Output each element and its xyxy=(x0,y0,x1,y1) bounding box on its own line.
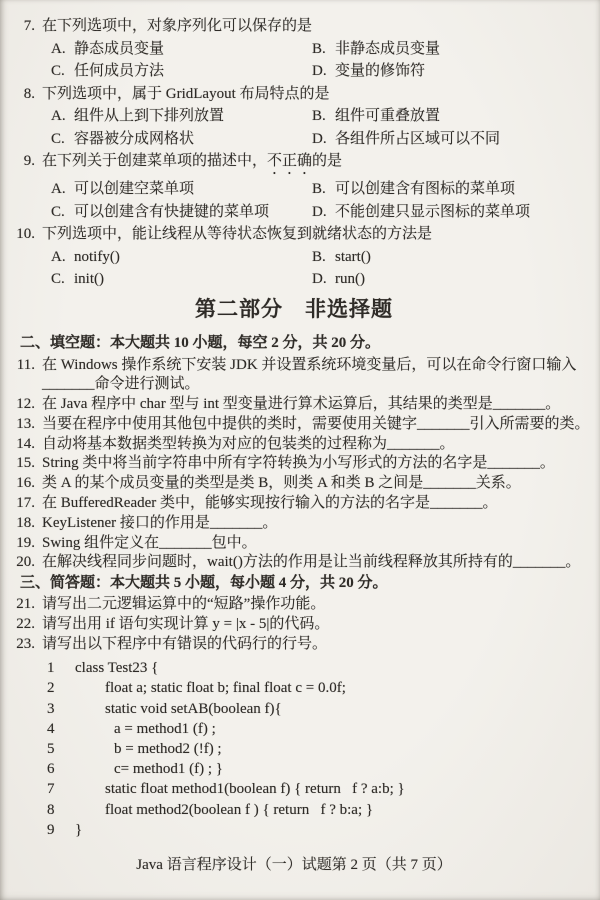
option-text: 各组件所占区域可以不同 xyxy=(335,130,501,147)
stem-prefix: 在下列关于创建菜单项的描述中， xyxy=(42,153,268,169)
option-label: B. xyxy=(312,181,326,197)
fill-item xyxy=(8,553,580,573)
code-line-number: 1 xyxy=(47,660,55,677)
option-text: 组件可重叠放置 xyxy=(335,108,441,124)
fill-item xyxy=(8,454,580,474)
code-text: float a; static float b; final float c = 0.0f; xyxy=(105,680,346,697)
fill-item xyxy=(8,494,580,514)
short-answer-text: 请写出以下程序中有错误的代码行的行号。 xyxy=(42,636,328,653)
option xyxy=(51,128,312,151)
stem-suffix: 的是 xyxy=(312,153,343,169)
option-text: 容器被分成网格状 xyxy=(74,130,195,147)
fill-item-number: 14. xyxy=(16,435,35,452)
option xyxy=(312,178,580,201)
fill-item-line: KeyListener 接口的作用是_______。 xyxy=(42,514,278,531)
options-grid xyxy=(51,105,580,150)
emphasis-text: 不正确 xyxy=(267,153,313,169)
question-stem xyxy=(42,150,580,178)
option-label: C. xyxy=(51,203,65,220)
fill-item-text xyxy=(42,454,580,474)
code-line xyxy=(47,739,580,759)
short-answer-number: 22. xyxy=(16,616,35,633)
option-text: 静态成员变量 xyxy=(74,40,165,57)
option xyxy=(312,201,580,224)
fill-item xyxy=(8,415,590,435)
question xyxy=(8,15,580,83)
option-text: 可以创建含有图标的菜单项 xyxy=(335,181,516,197)
option-label: D. xyxy=(312,63,327,79)
option-label: B. xyxy=(312,108,326,124)
option-label: C. xyxy=(51,271,65,287)
option xyxy=(51,246,312,269)
option xyxy=(312,268,580,291)
question-stem-line xyxy=(8,15,580,38)
code-line xyxy=(47,820,580,840)
option xyxy=(312,60,580,83)
mcq-section xyxy=(8,15,580,291)
question-stem-line xyxy=(8,150,580,178)
fill-item-number: 19. xyxy=(16,534,35,551)
options-grid xyxy=(51,178,580,223)
option-text: init() xyxy=(74,271,104,287)
question xyxy=(8,150,580,223)
option-text: 非静态成员变量 xyxy=(335,40,441,57)
fill-item-number: 15. xyxy=(16,455,35,472)
fill-item-text xyxy=(42,356,580,396)
code-line xyxy=(47,779,580,799)
code-line-number: 8 xyxy=(47,801,55,818)
option-label: C. xyxy=(51,130,65,147)
option-label: A. xyxy=(51,108,66,124)
fill-item-line: 在解决线程同步问题时，wait()方法的作用是让当前线程释放其所持有的_______。 xyxy=(42,554,581,571)
short-answer-text: 请写出用 if 语句实现计算 y = |x - 5|的代码。 xyxy=(42,616,330,633)
short-answer-item xyxy=(8,594,580,614)
option-label: B. xyxy=(312,40,326,57)
option-text: 可以创建空菜单项 xyxy=(74,181,195,197)
fill-item-text xyxy=(42,435,580,455)
option-label: D. xyxy=(312,203,327,220)
code-text: a = method1 (f) ; xyxy=(114,720,216,737)
fill-item-text xyxy=(42,494,580,514)
fill-section xyxy=(8,333,590,574)
code-line xyxy=(47,699,580,719)
option xyxy=(51,105,312,128)
fill-item-number: 13. xyxy=(16,415,35,432)
fill-item-line: 自动将基本数据类型转换为对应的包装类的过程称为_______。 xyxy=(42,435,455,452)
option xyxy=(51,60,312,83)
question xyxy=(8,223,580,291)
option xyxy=(312,38,580,61)
short-answer-number: 21. xyxy=(16,596,35,613)
fill-item-line: String 类中将当前字符串中所有字符转换为小写形式的方法的名字是_______。 xyxy=(42,455,555,472)
fill-intro: 二、填空题：本大题共 10 小题，每空 2 分，共 20 分。 xyxy=(20,334,381,351)
question-stem-line xyxy=(8,83,580,106)
fill-item xyxy=(8,395,580,415)
option-text: notify() xyxy=(74,248,120,265)
option xyxy=(51,201,312,224)
option-label: A. xyxy=(51,181,66,197)
fill-item-line: 当要在程序中使用其他包中提供的类时，需要使用关键字_______引入所需要的类。 xyxy=(42,415,590,432)
question-number: 10. xyxy=(16,226,35,242)
code-text: static void setAB(boolean f){ xyxy=(105,700,282,717)
short-answer-item xyxy=(8,634,580,654)
option-text: 不能创建只显示图标的菜单项 xyxy=(335,203,531,220)
code-text: static float method1(boolean f) { return f ? a:b; } xyxy=(105,781,405,798)
option-label: C. xyxy=(51,63,65,79)
fill-item-text xyxy=(42,553,580,573)
option xyxy=(312,128,580,151)
option xyxy=(312,105,580,128)
short-answer-items xyxy=(8,594,580,654)
option xyxy=(312,246,580,269)
fill-item-number: 18. xyxy=(16,514,35,531)
code-line-number: 2 xyxy=(47,680,55,697)
fill-item-line: Swing 组件定义在_______包中。 xyxy=(42,534,257,551)
short-answer-item xyxy=(8,614,580,634)
code-line-number: 3 xyxy=(47,700,55,717)
fill-item-number: 16. xyxy=(16,475,35,492)
option-label: B. xyxy=(312,248,326,265)
option xyxy=(51,268,312,291)
code-line-number: 5 xyxy=(47,741,55,758)
code-line-number: 9 xyxy=(47,821,55,838)
fill-item-number: 11. xyxy=(16,356,35,373)
fill-item-number: 20. xyxy=(16,554,35,571)
question-stem: 下列选项中，能让线程从等待状态恢复到就绪状态的方法是 xyxy=(42,226,433,242)
fill-item-text xyxy=(42,395,580,415)
code-line xyxy=(47,658,580,678)
option-label: D. xyxy=(312,130,327,147)
code-line xyxy=(47,719,580,739)
fill-item-line: 在 BufferedReader 类中，能够实现按行输入的方法的名字是_______。 xyxy=(42,495,498,512)
question-number: 9. xyxy=(23,153,35,169)
code-text: } xyxy=(75,821,83,838)
fill-item-text xyxy=(42,514,580,534)
question xyxy=(8,83,580,151)
question-stem: 在下列选项中，对象序列化可以保存的是 xyxy=(42,18,313,34)
option-label: D. xyxy=(312,271,327,287)
part2-header: 第二部分 非选择题 xyxy=(195,296,393,321)
option-label: A. xyxy=(51,40,66,57)
option-label: A. xyxy=(51,248,66,265)
options-grid xyxy=(51,246,580,291)
fill-item-text xyxy=(42,474,580,494)
code-line xyxy=(47,800,580,820)
code-line-number: 6 xyxy=(47,761,55,778)
question-number: 7. xyxy=(23,18,35,34)
page-footer: Java 语言程序设计（一）试题第 2 页（共 7 页） xyxy=(136,857,452,874)
question-stem: 下列选项中，属于 GridLayout 布局特点的是 xyxy=(42,85,330,102)
fill-items xyxy=(8,356,590,574)
code-text: c= method1 (f) ; } xyxy=(114,761,223,778)
fill-item xyxy=(8,356,580,396)
code-text: float method2(boolean f ) { return f ? b:a; } xyxy=(105,801,374,818)
fill-item-line: 类 A 的某个成员变量的类型是类 B，则类 A 和类 B 之间是_______关系。 xyxy=(42,475,521,492)
short-intro: 三、简答题：本大题共 5 小题，每小题 4 分，共 20 分。 xyxy=(20,575,388,592)
code-line xyxy=(47,759,580,779)
fill-item-text xyxy=(42,534,580,554)
question-number: 8. xyxy=(23,85,35,102)
options-grid xyxy=(51,38,580,83)
option-text: 变量的修饰符 xyxy=(335,63,426,79)
code-line-number: 7 xyxy=(47,781,55,798)
short-answer-text: 请写出二元逻辑运算中的“短路”操作功能。 xyxy=(42,596,326,613)
fill-item-line: 在 Windows 操作系统下安装 JDK 并设置系统环境变量后，可以在命令行窗口输入 xyxy=(42,356,577,373)
fill-item xyxy=(8,514,580,534)
fill-item xyxy=(8,474,580,494)
short-answer-section xyxy=(8,573,580,840)
code-line xyxy=(47,678,580,698)
fill-item xyxy=(8,435,580,455)
fill-item-number: 12. xyxy=(16,396,35,413)
fill-item-number: 17. xyxy=(16,495,35,512)
option-text: 任何成员方法 xyxy=(74,63,165,79)
code-text: class Test23 { xyxy=(75,660,159,677)
fill-item-line: 在 Java 程序中 char 型与 int 型变量进行算术运算后，其结果的类型是_______。 xyxy=(42,396,561,413)
fill-item xyxy=(8,534,580,554)
option-text: 组件从上到下排列放置 xyxy=(74,108,225,124)
option-text: start() xyxy=(335,248,371,265)
question-stem-line xyxy=(8,223,580,246)
fill-item-text xyxy=(42,415,590,435)
option xyxy=(51,178,312,201)
code-line-number: 4 xyxy=(47,720,55,737)
fill-item-line: _______命令进行测试。 xyxy=(42,376,200,393)
option-text: 可以创建含有快捷键的菜单项 xyxy=(74,203,270,220)
code-text: b = method2 (!f) ; xyxy=(114,741,222,758)
option xyxy=(51,38,312,61)
code-listing xyxy=(47,658,580,840)
short-answer-number: 23. xyxy=(16,636,35,653)
option-text: run() xyxy=(335,271,365,287)
